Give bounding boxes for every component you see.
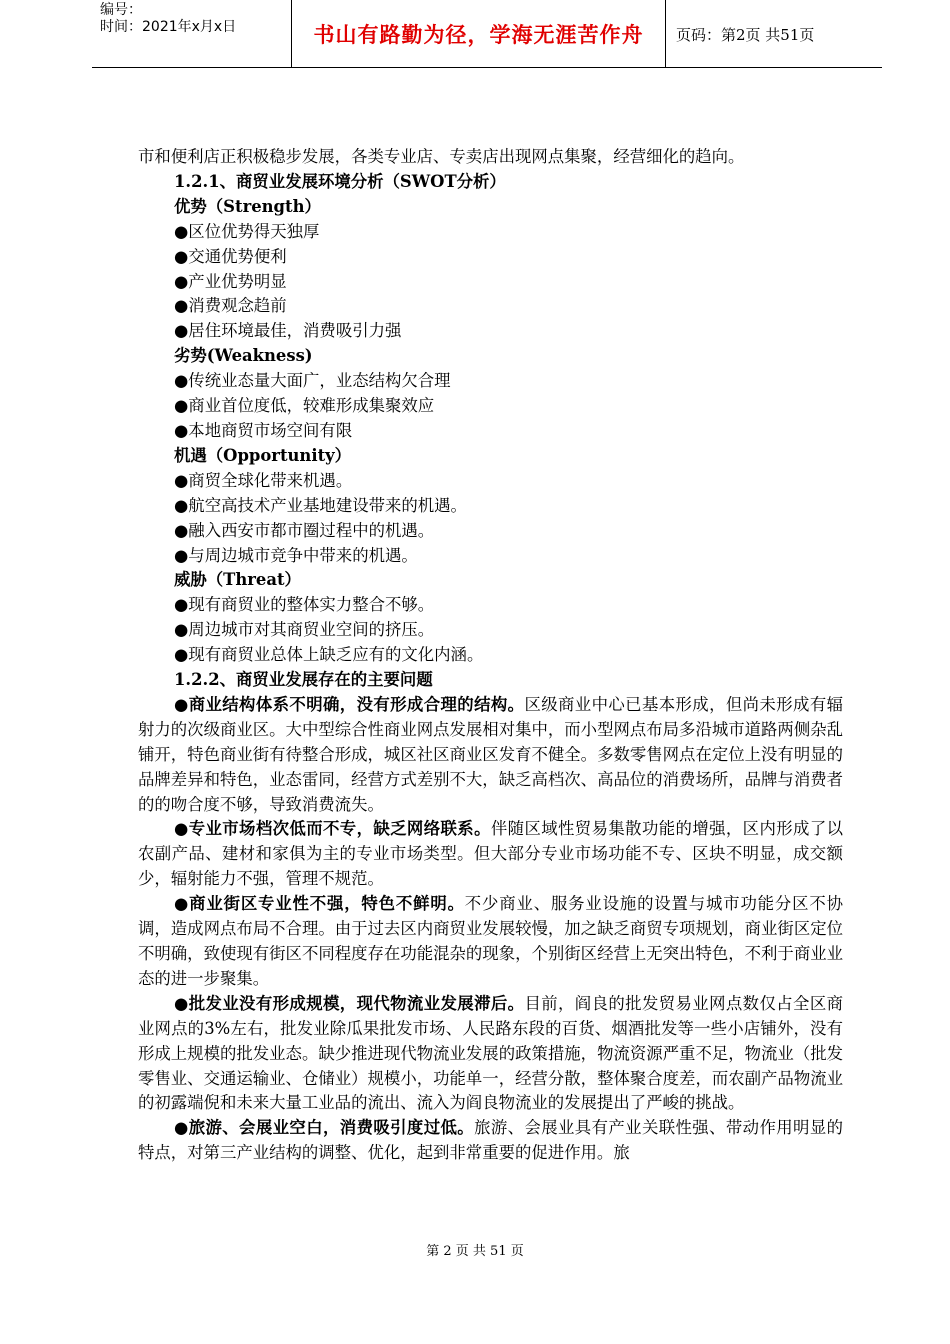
motto-text: 书山有路勤为径，学海无涯苦作舟 xyxy=(313,23,644,47)
list-item: ●传统业态量大面广，业态结构欠合理 xyxy=(174,371,451,391)
list-item: ●融入西安市都市圈过程中的机遇。 xyxy=(174,520,435,540)
paragraph-text: 不少商业、服务业设施的设置与城市功能分区不协调，造成网点布局不合理。由于过去区内商贸业发展较慢，加之缺乏商贸专项规划，商业街区定位不明确，致使现有街区不同程度存在功能混杂的现象，个别街区经营上无突出特色，不利于商业业态的进一步聚集。 xyxy=(138,894,843,988)
list-item: ●与周边城市竞争中带来的机遇。 xyxy=(174,545,418,565)
paragraph-lead: ●专业市场档次低而不专，缺乏网络联系。 xyxy=(174,819,491,839)
opportunity-title: 机遇（Opportunity） xyxy=(174,445,352,465)
list-item: ●商业首位度低，较难形成集聚效应 xyxy=(174,396,435,416)
list-item: ●周边城市对其商贸业空间的挤压。 xyxy=(174,620,435,640)
header-meta xyxy=(92,0,292,68)
paragraph xyxy=(138,1116,843,1166)
strength-title: 优势（Strength） xyxy=(174,196,321,216)
list-item: ●现有商贸业的整体实力整合不够。 xyxy=(174,595,435,615)
paragraph-lead: ●批发业没有形成规模，现代物流业发展滞后。 xyxy=(174,993,525,1013)
paragraph xyxy=(138,892,843,992)
paragraph-lead: ●旅游、会展业空白，消费吸引度过低。 xyxy=(174,1118,475,1138)
header-motto-cell xyxy=(292,0,666,68)
time-label: 时间：2021年x月x日 xyxy=(100,19,237,35)
list-item: ●消费观念趋前 xyxy=(174,296,287,316)
page-footer xyxy=(0,1240,950,1259)
paragraph xyxy=(138,992,843,1117)
paragraph-text: 区级商业中心已基本形成，但尚未形成有辐射力的次级商业区。大中型综合性商业网点发展相对集中，而小型网点布局多沿城市道路两侧杂乱铺开，特色商业街有待整合形成，城区社区商业区发育不健全。多数零售网点在定位上没有明显的品牌差异和特色，业态雷同，经营方式差别不大，缺乏高档次、高品位的消费场所，品牌与消费者的的吻合度不够，导致消费流失。 xyxy=(138,694,843,814)
paragraph xyxy=(138,817,843,892)
document-body xyxy=(138,145,843,1166)
list-item: ●产业优势明显 xyxy=(174,271,287,291)
weakness-title: 劣势(Weakness) xyxy=(174,346,313,366)
list-item: ●现有商贸业总体上缺乏应有的文化内涵。 xyxy=(174,645,484,665)
page-info-text: 页码：第2页 共51页 xyxy=(676,25,815,44)
paragraph-text: 旅游、会展业具有产业关联性强、带动作用明显的特点，对第三产业结构的调整、优化，起到非常重要的促进作用。旅 xyxy=(138,1118,843,1163)
paragraph-text: 伴随区域性贸易集散功能的增强，区内形成了以农副产品、建材和家俱为主的专业市场类型。但大部分专业市场功能不专、区块不明显，成交额少，辐射能力不强，管理不规范。 xyxy=(138,819,844,889)
page-header xyxy=(92,0,882,68)
paragraph-lead: ●商业结构体系不明确，没有形成合理的结构。 xyxy=(174,694,525,714)
threat-title: 威胁（Threat） xyxy=(174,570,301,590)
list-item: ●区位优势得天独厚 xyxy=(174,221,320,241)
list-item: ●航空高技术产业基地建设带来的机遇。 xyxy=(174,495,467,515)
section-heading: 1.2.2、商贸业发展存在的主要问题 xyxy=(174,670,433,690)
section-heading: 1.2.1、商贸业发展环境分析（SWOT分析） xyxy=(174,171,506,191)
paragraph-lead: ●商业街区专业性不强，特色不鲜明。 xyxy=(174,894,465,914)
list-item: ●居住环境最佳，消费吸引力强 xyxy=(174,321,402,341)
list-item: ●商贸全球化带来机遇。 xyxy=(174,470,353,490)
paragraph xyxy=(138,693,843,818)
body-line: 市和便利店正积极稳步发展，各类专业店、专卖店出现网点集聚，经营细化的趋向。 xyxy=(138,147,745,166)
footer-page-number: 第 2 页 共 51 页 xyxy=(426,1244,524,1259)
list-item: ●本地商贸市场空间有限 xyxy=(174,420,353,440)
number-label: 编号： xyxy=(100,2,142,18)
paragraph-text: 目前，阎良的批发贸易业网点数仅占全区商业网点的3%左右，批发业除瓜果批发市场、人民路东段的百货、烟酒批发等一些小店铺外，没有形成上规模的批发业态。缺少推进现代物流业发展的政策措施，物流资源严重不足，物流业（批发零售业、交通运输业、仓储业）规模小，功能单一，经营分散，整体聚合度差，而农副产品物流业的初露端倪和未来大量工业品的流出、流入为阎良物流业的发展提出了严峻的挑战。 xyxy=(138,993,843,1113)
list-item: ●交通优势便利 xyxy=(174,246,287,266)
header-page-info xyxy=(666,0,882,68)
